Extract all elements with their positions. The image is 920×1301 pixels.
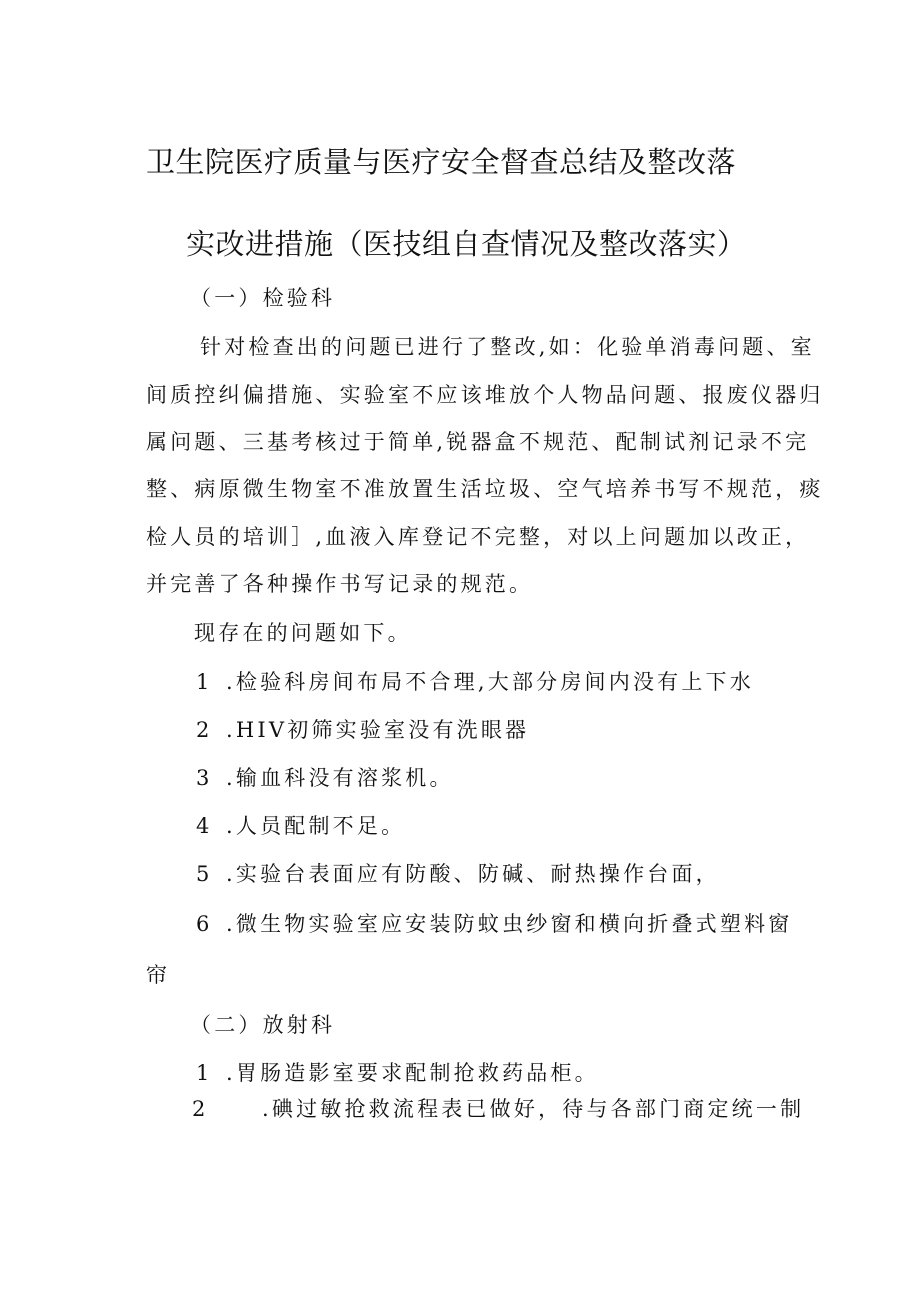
list-item xyxy=(196,763,454,793)
list-item-number: 2 xyxy=(196,718,213,742)
list-item xyxy=(192,1094,804,1124)
paragraph-line: 检人员的培训］,血液入库登记不完整，对以上问题加以改正， xyxy=(146,525,810,549)
list-item-number: 5 xyxy=(196,862,213,886)
list-item-continuation: 帘 xyxy=(146,963,171,987)
document-title-line-2: 实改进措施（医技组自查情况及整改落实） xyxy=(186,227,747,261)
list-item-text: .碘过敏抢救流程表已做好，待与各部门商定统一制 xyxy=(262,1097,805,1121)
list-item-number: 3 xyxy=(196,766,213,790)
list-item-text: .胃肠造影室要求配制抢救药品柜。 xyxy=(226,1061,599,1085)
list-item-number: 2 xyxy=(192,1097,209,1121)
list-item xyxy=(196,1058,599,1088)
existing-problems-intro: 现存在的问题如下。 xyxy=(194,621,412,645)
paragraph-line: 针对检查出的问题已进行了整改,如：化验单消毒问题、室 xyxy=(200,335,815,359)
paragraph-line: 并完善了各种操作书写记录的规范。 xyxy=(146,572,534,596)
list-item-number: 6 xyxy=(196,912,213,936)
list-item xyxy=(196,859,720,889)
list-item xyxy=(196,667,754,697)
paragraph-line: 整、病原微生物室不准放置生活垃圾、空气培养书写不规范，痰 xyxy=(146,477,824,501)
paragraph-line: 间质控纠偏措施、实验室不应该堆放个人物品问题、报废仪器归 xyxy=(146,383,824,407)
list-item xyxy=(196,909,792,939)
section-heading-radiology: （二）放射科 xyxy=(190,1013,336,1037)
list-item-number: 4 xyxy=(196,814,213,838)
list-item-text: .微生物实验室应安装防蚊虫纱窗和横向折叠式塑料窗 xyxy=(226,912,793,936)
list-item xyxy=(196,715,529,745)
paragraph-line: 属问题、三基考核过于简单,锐器盒不规范、配制试剂记录不完 xyxy=(146,430,810,454)
list-item-text: .实验台表面应有防酸、防碱、耐热操作台面， xyxy=(226,862,720,886)
list-item-text: .输血科没有溶浆机。 xyxy=(226,766,454,790)
list-item-number: 1 xyxy=(196,670,213,694)
section-heading-lab: （一）检验科 xyxy=(190,286,336,310)
document-title-line-1: 卫生院医疗质量与医疗安全督查总结及整改落 xyxy=(146,145,737,179)
list-item xyxy=(196,811,405,841)
list-item-text: .HIV初筛实验室没有洗眼器 xyxy=(226,718,530,742)
list-item-text: .检验科房间布局不合理,大部分房间内没有上下水 xyxy=(226,670,754,694)
list-item-number: 1 xyxy=(196,1061,213,1085)
list-item-text: .人员配制不足。 xyxy=(226,814,406,838)
